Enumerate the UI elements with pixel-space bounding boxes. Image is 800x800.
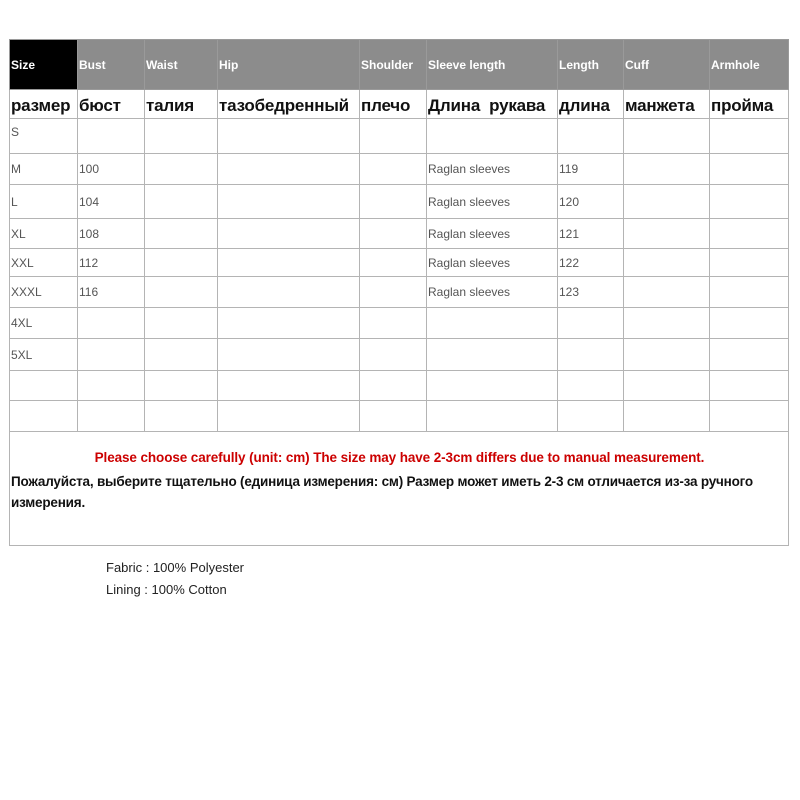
table-cell [427, 371, 558, 401]
table-cell [427, 119, 558, 154]
note-english: Please choose carefully (unit: cm) The size may have 2-3cm differs due to manual measurement. [94, 450, 705, 465]
note-russian: Пожалуйста, выберите тщательно (единица измерения: см) Размер может иметь 2-3 см отличается из-за ручного измерения. [11, 474, 753, 510]
table-cell [145, 339, 218, 371]
table-cell [218, 185, 360, 219]
table-cell [78, 371, 145, 401]
table-cell: Raglan sleeves [427, 219, 558, 249]
size-cell: L [10, 185, 78, 219]
table-cell [710, 154, 789, 185]
table-row [10, 249, 789, 277]
table-cell [145, 154, 218, 185]
table-row [10, 119, 789, 154]
table-cell [710, 308, 789, 339]
table-cell [145, 249, 218, 277]
header-cell-ru: Длина рукава [427, 90, 558, 119]
table-cell [78, 401, 145, 432]
table-cell [624, 249, 710, 277]
fabric-line: Fabric : 100% Polyester [106, 560, 245, 575]
size-cell: S [10, 119, 78, 154]
table-cell [78, 308, 145, 339]
table-cell [78, 339, 145, 371]
table-cell [218, 339, 360, 371]
table-cell [360, 277, 427, 308]
table-cell [624, 185, 710, 219]
table-row [10, 219, 789, 249]
header-cell: Shoulder [360, 40, 427, 90]
table-cell: 123 [558, 277, 624, 308]
table-cell [145, 219, 218, 249]
header-cell: Waist [145, 40, 218, 90]
table-cell [145, 185, 218, 219]
size-chart-table [9, 39, 789, 546]
table-cell [360, 371, 427, 401]
table-cell [558, 119, 624, 154]
table-cell [624, 401, 710, 432]
table-cell [710, 119, 789, 154]
table-cell [624, 371, 710, 401]
table-cell: Raglan sleeves [427, 185, 558, 219]
table-cell [624, 339, 710, 371]
note-cell [10, 432, 789, 546]
table-cell [624, 308, 710, 339]
header-cell-ru: бюст [78, 90, 145, 119]
table-cell: Raglan sleeves [427, 277, 558, 308]
table-row [10, 154, 789, 185]
table-cell [218, 401, 360, 432]
table-cell [710, 371, 789, 401]
size-cell [10, 371, 78, 401]
table-cell [558, 308, 624, 339]
header-cell: Bust [78, 40, 145, 90]
size-cell: XXXL [10, 277, 78, 308]
table-cell [78, 119, 145, 154]
header-cell: Hip [218, 40, 360, 90]
table-row [10, 339, 789, 371]
table-cell [710, 339, 789, 371]
table-cell [710, 249, 789, 277]
table-cell: 122 [558, 249, 624, 277]
table-cell [218, 371, 360, 401]
table-cell: 104 [78, 185, 145, 219]
table-cell: 108 [78, 219, 145, 249]
table-cell [624, 219, 710, 249]
table-cell [145, 401, 218, 432]
note-row [10, 432, 789, 546]
table-cell [218, 154, 360, 185]
table-cell [360, 339, 427, 371]
table-cell [710, 185, 789, 219]
table-cell: 120 [558, 185, 624, 219]
table-cell [218, 277, 360, 308]
table-cell: 116 [78, 277, 145, 308]
table-row [10, 308, 789, 339]
table-cell: Raglan sleeves [427, 154, 558, 185]
header-cell-ru: размер [10, 90, 78, 119]
table-cell [218, 119, 360, 154]
table-cell [558, 339, 624, 371]
header-cell-ru: плечо [360, 90, 427, 119]
table-cell [710, 219, 789, 249]
table-cell [360, 401, 427, 432]
header-row-en [10, 40, 789, 90]
header-cell: Cuff [624, 40, 710, 90]
table-cell [218, 308, 360, 339]
table-row [10, 277, 789, 308]
table-cell [624, 154, 710, 185]
table-cell [360, 185, 427, 219]
table-row [10, 185, 789, 219]
table-cell [145, 277, 218, 308]
header-cell-ru: пройма [710, 90, 789, 119]
table-cell [710, 277, 789, 308]
table-cell [145, 308, 218, 339]
header-cell: Sleeve length [427, 40, 558, 90]
table-cell [427, 401, 558, 432]
table-cell [360, 308, 427, 339]
table-cell [427, 339, 558, 371]
table-cell [218, 249, 360, 277]
table-cell [145, 119, 218, 154]
table-cell [427, 308, 558, 339]
table-cell [710, 401, 789, 432]
size-cell: 5XL [10, 339, 78, 371]
table-cell [360, 154, 427, 185]
table-cell: 112 [78, 249, 145, 277]
table-cell [360, 119, 427, 154]
table-cell [624, 277, 710, 308]
size-cell: XXL [10, 249, 78, 277]
table-cell [360, 249, 427, 277]
header-cell: Armhole [710, 40, 789, 90]
table-cell [360, 219, 427, 249]
size-cell: 4XL [10, 308, 78, 339]
table-row [10, 371, 789, 401]
fabric-info [106, 557, 244, 601]
table-cell [558, 401, 624, 432]
size-cell: XL [10, 219, 78, 249]
table-cell: 121 [558, 219, 624, 249]
table-cell [558, 371, 624, 401]
table-cell [145, 371, 218, 401]
header-row-ru [10, 90, 789, 119]
header-cell: Length [558, 40, 624, 90]
lining-line: Lining : 100% Cotton [106, 582, 227, 597]
header-cell-ru: тазобедренный [218, 90, 360, 119]
header-cell-ru: манжета [624, 90, 710, 119]
size-cell: M [10, 154, 78, 185]
size-cell [10, 401, 78, 432]
table-cell: 100 [78, 154, 145, 185]
table-cell: 119 [558, 154, 624, 185]
table-cell [218, 219, 360, 249]
header-cell-ru: талия [145, 90, 218, 119]
table-cell [624, 119, 710, 154]
table-cell: Raglan sleeves [427, 249, 558, 277]
header-cell-ru: длина [558, 90, 624, 119]
table-row [10, 401, 789, 432]
header-cell: Size [10, 40, 78, 90]
